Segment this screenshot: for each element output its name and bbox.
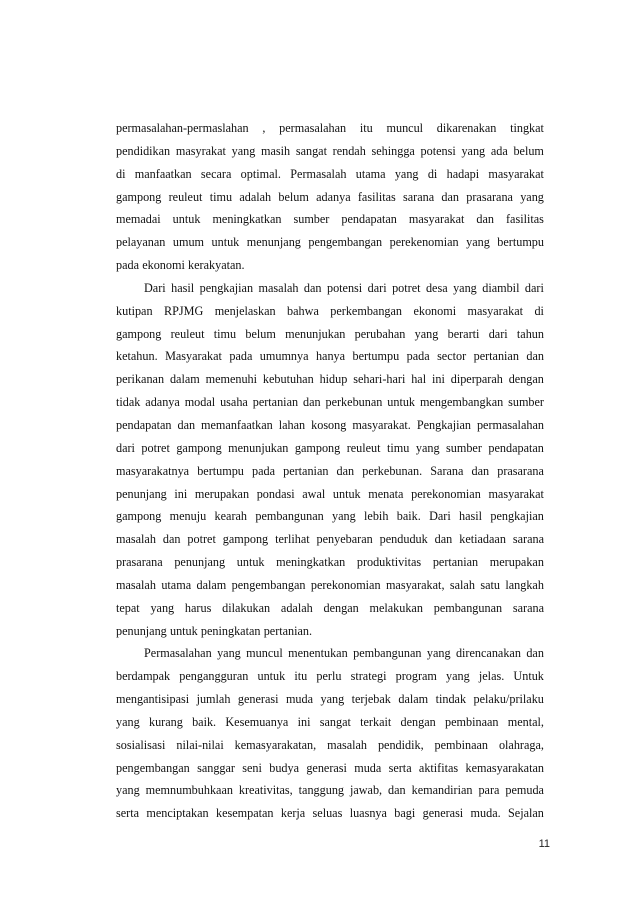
- paragraph: [116, 277, 544, 643]
- text-line: pendapatan dan memanfaatkan lahan kosong masyarakat. Pengkajian permasalahan: [116, 417, 544, 432]
- text-line: prasarana penunjang untuk meningkatkan produktivitas pertanian merupakan: [116, 555, 544, 570]
- text-line: berdampak pengangguran untuk itu perlu strategi program yang jelas. Untuk: [116, 669, 544, 684]
- text-line: gampong menuju kearah pembangunan yang lebih baik. Dari hasil pengkajian: [116, 509, 544, 524]
- text-line: masalah utama dalam pengembangan perekonomian masyarakat, salah satu langkah: [116, 577, 544, 592]
- text-line: tidak adanya modal usaha pertanian dan perkebunan untuk mengembangkan sumber: [116, 395, 544, 410]
- text-line: tepat yang harus dilakukan adalah dengan melakukan pembangunan sarana: [116, 600, 544, 615]
- text-line: pada ekonomi kerakyatan.: [116, 258, 245, 273]
- paragraph: [116, 642, 544, 825]
- body-text: [116, 117, 544, 825]
- text-line: mengantisipasi jumlah generasi muda yang terjebak dalam tindak pelaku/prilaku: [116, 692, 544, 707]
- text-line: Permasalahan yang muncul menentukan pembangunan yang direncanakan dan: [144, 646, 544, 661]
- text-line: sosialisasi nilai-nilai kemasyarakatan, masalah pendidik, pembinaan olahraga,: [116, 737, 544, 752]
- text-line: serta menciptakan kesempatan kerja seluas luasnya bagi generasi muda. Sejalan: [116, 806, 544, 821]
- text-line: yang memnumbuhkaan kreativitas, tanggung jawab, dan kemandirian para pemuda: [116, 783, 544, 798]
- text-line: dari potret gampong menunjukan gampong reuleut timu yang sumber pendapatan: [116, 440, 544, 455]
- text-line: penunjang ini merupakan pondasi awal untuk menata perekonomian masyarakat: [116, 486, 544, 501]
- text-line: pengembangan sanggar seni budya generasi muda serta aktifitas kemasyarakatan: [116, 760, 544, 775]
- page-number: 11: [538, 838, 550, 850]
- text-line: yang kurang baik. Kesemuanya ini sangat terkait dengan pembinaan mental,: [116, 714, 544, 729]
- text-line: perikanan dalam memenuhi kebutuhan hidup sehari-hari hal ini diperparah dengan: [116, 372, 544, 387]
- paragraph: [116, 117, 544, 277]
- text-line: memadai untuk meningkatkan sumber pendapatan masyarakat dan fasilitas: [116, 212, 544, 227]
- text-line: di manfaatkan secara optimal. Permasalah utama yang di hadapi masyarakat: [116, 166, 544, 181]
- text-line: pelayanan umum untuk menunjang pengembangan perekenomian yang bertumpu: [116, 235, 544, 250]
- text-line: Dari hasil pengkajian masalah dan potensi dari potret desa yang diambil dari: [144, 280, 544, 295]
- text-line: pendidikan masyrakat yang masih sangat rendah sehingga potensi yang ada belum: [116, 143, 544, 158]
- text-line: gampong reuleut timu adalah belum adanya fasilitas sarana dan prasarana yang: [116, 189, 544, 204]
- text-line: gampong reuleut timu belum menunjukan perubahan yang berarti dari tahun: [116, 326, 544, 341]
- text-line: masyarakatnya bertumpu pada pertanian dan perkebunan. Sarana dan prasarana: [116, 463, 544, 478]
- text-line: ketahun. Masyarakat pada umumnya hanya bertumpu pada sector pertanian dan: [116, 349, 544, 364]
- text-line: masalah dan potret gampong terlihat penyebaran penduduk dan ketiadaan sarana: [116, 532, 544, 547]
- text-line: permasalahan-permaslahan , permasalahan itu muncul dikarenakan tingkat: [116, 121, 544, 135]
- text-line: kutipan RPJMG menjelaskan bahwa perkembangan ekonomi masyarakat di: [116, 303, 544, 318]
- text-line: penunjang untuk peningkatan pertanian.: [116, 623, 313, 638]
